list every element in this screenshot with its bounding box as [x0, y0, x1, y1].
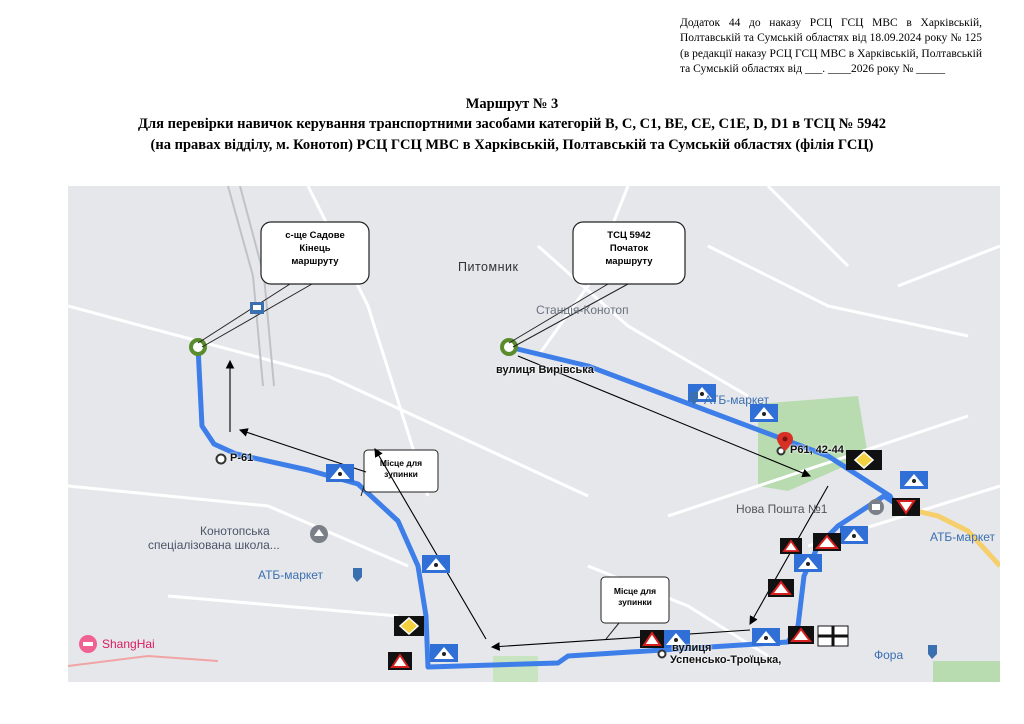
poi-dot — [659, 651, 666, 658]
callout-start-line: маршруту — [605, 256, 653, 267]
callout-start-text — [573, 229, 685, 268]
label-street-uspensko-line1: вулиця — [672, 642, 712, 654]
route-title: Маршрут № 3 — [465, 96, 559, 112]
poi-dot — [217, 455, 226, 464]
callout-end-text — [261, 229, 369, 268]
callout-stop-line: зупинки — [618, 597, 652, 607]
park-area — [493, 656, 538, 682]
route-subtitle-line2: (на правах відділу, м. Конотоп) РСЦ ГСЦ МВС в Харківській, Полтавській та Сумській областях (філія ГСЦ) — [150, 137, 874, 153]
callout-stop-line: Місце для — [613, 586, 657, 596]
callout-end-line: маршруту — [291, 256, 339, 267]
pink-road — [68, 656, 218, 666]
label-nova-poshta: Нова Пошта №1 — [736, 502, 828, 516]
park-area — [933, 661, 1000, 682]
label-station: Станція-Конотоп — [536, 303, 629, 317]
post-office-icon — [868, 499, 884, 515]
callout-start-line: ТСЦ 5942 — [607, 230, 651, 241]
route-subtitle-line1: Для перевірки навичок керування транспортними засобами категорій B, C, C1, BE, CE, C1E, D, D1 в ТСЦ № 5942 — [138, 116, 886, 132]
intersection-sign-icon — [818, 626, 848, 646]
callout-stop-line: зупинки — [384, 469, 418, 479]
label-street-uspensko-line2: Успенсько-Троїцька, — [670, 654, 782, 666]
label-atb-market-right: АТБ-маркет — [930, 530, 996, 544]
label-school-line2: спеціалізована школа... — [148, 538, 280, 552]
label-p61: Р-61 — [230, 452, 254, 464]
bus-stop-icon — [250, 302, 264, 314]
annex-reference: Додаток 44 до наказу РСЦ ГСЦ МВС в Харківській, Полтавській та Сумській областях від 18.09.2024 року № 125 (в редакції наказу РСЦ ГСЦ МВС в Харківській, Полтавській та Сумській областях від ___. ____2026 року № _____ — [680, 17, 982, 76]
label-pytomnyk: Питомник — [458, 260, 519, 274]
restaurant-icon — [79, 635, 97, 653]
callout-stop-2-text — [601, 586, 669, 608]
label-school-line1: Конотопська — [200, 524, 270, 538]
label-fora: Фора — [874, 648, 904, 662]
map-canvas — [68, 186, 1000, 682]
callout-end-line: с-ще Садове — [285, 230, 345, 241]
label-shanghai: ShangHai — [102, 637, 155, 651]
callout-start-line: Початок — [609, 243, 649, 254]
school-icon — [310, 525, 328, 543]
label-atb-market-1: АТБ-маркет — [704, 393, 770, 407]
label-p61-address: Р61, 42-44 — [790, 444, 844, 456]
route-map — [68, 186, 1000, 682]
label-street-vyrivska: вулиця Вирівська — [496, 364, 594, 376]
callout-stop-1-text — [364, 458, 438, 480]
callout-stop-line: Місце для — [379, 458, 423, 468]
callout-end-line: Кінець — [299, 243, 331, 254]
label-atb-market-left: АТБ-маркет — [258, 568, 324, 582]
